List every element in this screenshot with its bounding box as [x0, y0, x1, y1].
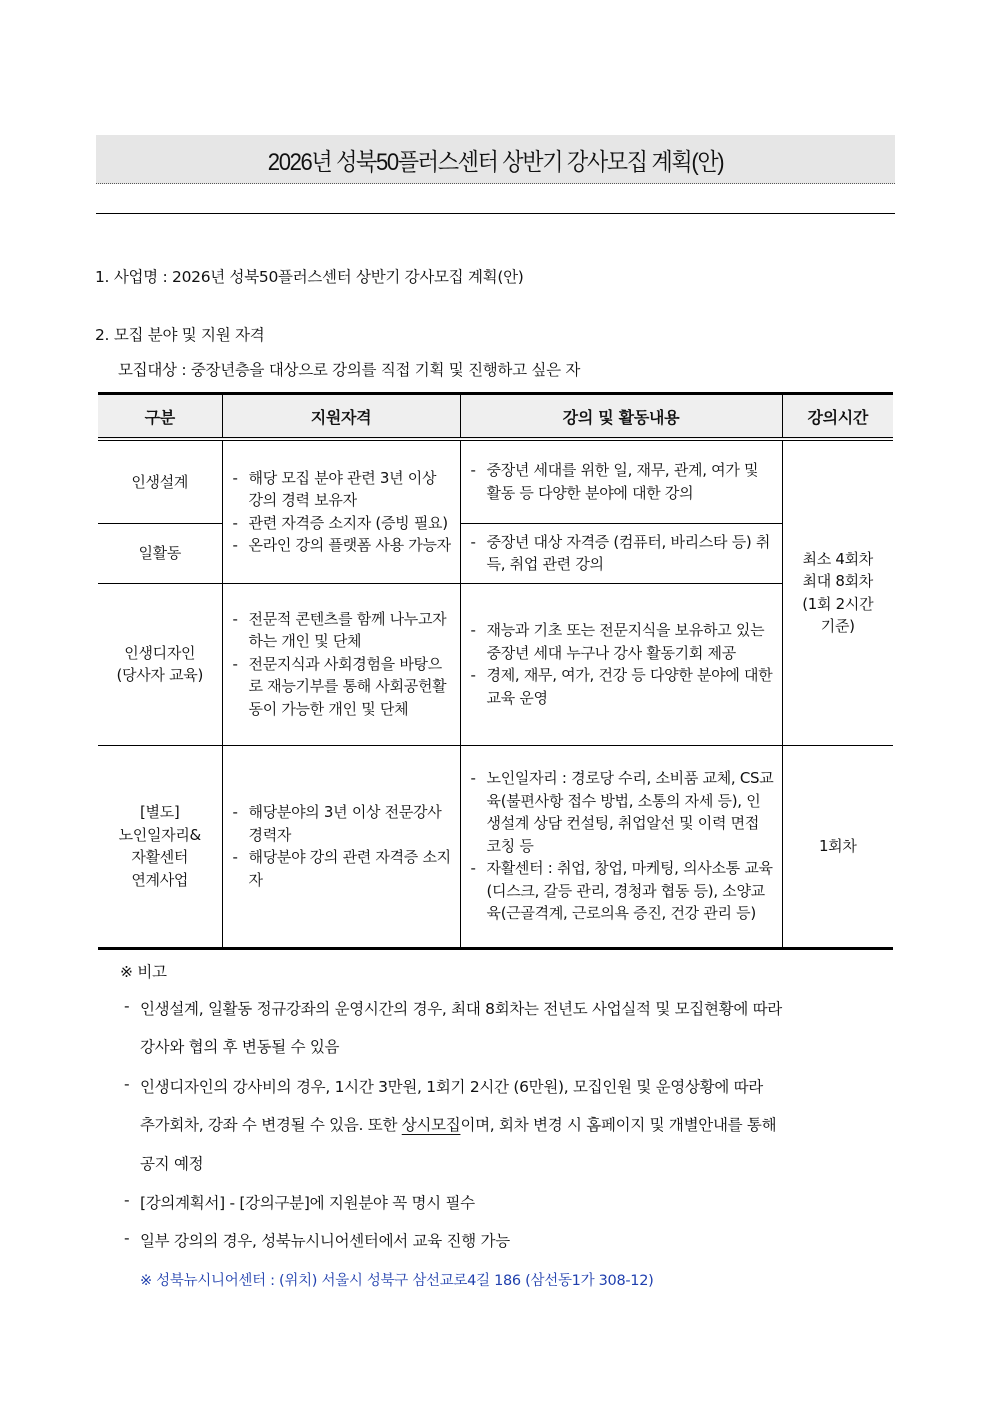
always-recruiting-emphasis: 상시모집 [401, 1116, 461, 1134]
time-cell [782, 439, 893, 745]
qualifications-cell [222, 583, 460, 745]
content-item: - 중장년 세대를 위한 일, 재무, 관계, 여가 및 활동 등 다양한 분야에 대한 강의 [471, 459, 774, 504]
content-item: - 노인일자리 : 경로당 수리, 소비품 교체, CS교육(불편사항 접수 방법, 소통의 자세 등), 인생설계 상담 컨설팅, 취업알선 및 이력 면접 코칭 등 [471, 767, 774, 857]
content-item: - 자활센터 : 취업, 창업, 마케팅, 의사소통 교육(디스크, 갈등 관리, 경청과 협동 등), 소양교육(근골격계, 근로의욕 증진, 건강 관리 등) [471, 857, 774, 925]
qualification-item: - 해당분야의 3년 이상 전문강사 경력자 [233, 801, 452, 846]
note-text: 인생설계, 일활동 정규강좌의 운영시간의 경우, 최대 8회차는 전년도 사업실적 및 모집현황에 따라 [140, 1000, 782, 1018]
header-content: 강의 및 활동내용 [460, 394, 782, 440]
bullet-dash: - [124, 1191, 130, 1209]
lecture-time: 최소 4회차 최대 8회차 (1회 2시간 기준) [802, 549, 874, 636]
qualifications-cell [222, 439, 460, 583]
note-text: [강의계획서] - [강의구분]에 지원분야 꼭 명시 필수 [140, 1194, 475, 1212]
note-text: 인생디자인의 강사비의 경우, 1시간 3만원, 1회기 2시간 (6만원), 모집인원 및 운영상황에 따라 [140, 1078, 763, 1096]
notes-header: ※ 비고 [120, 963, 167, 981]
bullet-dash: - [124, 997, 130, 1015]
content-cell [460, 439, 782, 523]
qualification-item: - 관련 자격증 소지자 (증빙 필요) [233, 512, 452, 535]
qualifications-cell [222, 745, 460, 948]
header-qualifications: 지원자격 [222, 394, 460, 440]
category-line: 인생디자인 [124, 643, 196, 662]
content-cell [460, 745, 782, 948]
category-cell: 일활동 [98, 523, 222, 583]
note-text: 강사와 협의 후 변동될 수 있음 [140, 1038, 340, 1056]
table-row [98, 439, 893, 523]
qualification-item: - 해당 모집 분야 관련 3년 이상 강의 경력 보유자 [233, 467, 452, 512]
time-cell: 1회차 [782, 745, 893, 948]
category-cell [98, 745, 222, 948]
content-item: - 재능과 기초 또는 전문지식을 보유하고 있는 중장년 세대 누구나 강사 활동기회 제공 [471, 619, 774, 664]
table-header-row [98, 394, 893, 440]
table-row [98, 523, 893, 583]
header-category: 구분 [98, 394, 222, 440]
note-text [140, 1113, 776, 1135]
content-item: - 경제, 재무, 여가, 건강 등 다양한 분야에 대한 교육 운영 [471, 664, 774, 709]
category-cell [98, 583, 222, 745]
bullet-dash: - [124, 1075, 130, 1093]
qualification-item: - 해당분야 강의 관련 자격증 소지자 [233, 846, 452, 891]
note-text-part: 추가회차, 강좌 수 변경될 수 있음. 또한 [140, 1116, 402, 1134]
location-note: ※ 성북뉴시니어센터 : (위치) 서울시 성북구 삼선교로4길 186 (삼선동1가 308-12) [140, 1273, 654, 1289]
note-text-part: 이며, 회차 변경 시 홈페이지 및 개별안내를 통해 [460, 1116, 777, 1134]
content-cell [460, 583, 782, 745]
document-title: 2026년 성북50플러스센터 상반기 강사모집 계획(안) [267, 148, 724, 176]
category-line: (당사자 교육) [116, 666, 204, 684]
category-line: 노인일자리& [118, 825, 201, 844]
note-text: 일부 강의의 경우, 성북뉴시니어센터에서 교육 진행 가능 [140, 1232, 510, 1250]
qualification-item: - 전문적 콘텐츠를 함께 나누고자 하는 개인 및 단체 [233, 608, 452, 653]
recruitment-table [98, 392, 893, 950]
table-row [98, 745, 893, 948]
recruitment-target: 모집대상 : 중장년층을 대상으로 강의를 직접 기획 및 진행하고 싶은 자 [118, 361, 581, 379]
category-line: [별도] [140, 803, 180, 821]
category-cell: 인생설계 [98, 439, 222, 523]
category-line: 자활센터 [131, 848, 189, 866]
note-text: 공지 예정 [140, 1155, 204, 1173]
section-2-heading: 2. 모집 분야 및 지원 자격 [95, 326, 265, 344]
qualification-item: - 전문지식과 사회경험을 바탕으로 재능기부를 통해 사회공헌활동이 가능한 개인 및 단체 [233, 653, 452, 721]
document-title-box [96, 135, 895, 184]
category-line: 연계사업 [131, 870, 189, 889]
header-time: 강의시간 [782, 394, 893, 440]
content-item: - 중장년 대상 자격증 (컴퓨터, 바리스타 등) 취득, 취업 관련 강의 [471, 531, 774, 576]
table-row [98, 583, 893, 745]
bullet-dash: - [124, 1229, 130, 1247]
title-divider [96, 213, 895, 214]
section-1-business-name: 1. 사업명 : 2026년 성북50플러스센터 상반기 강사모집 계획(안) [95, 268, 524, 286]
qualification-item: - 온라인 강의 플랫폼 사용 가능자 [233, 534, 452, 557]
content-cell [460, 523, 782, 583]
